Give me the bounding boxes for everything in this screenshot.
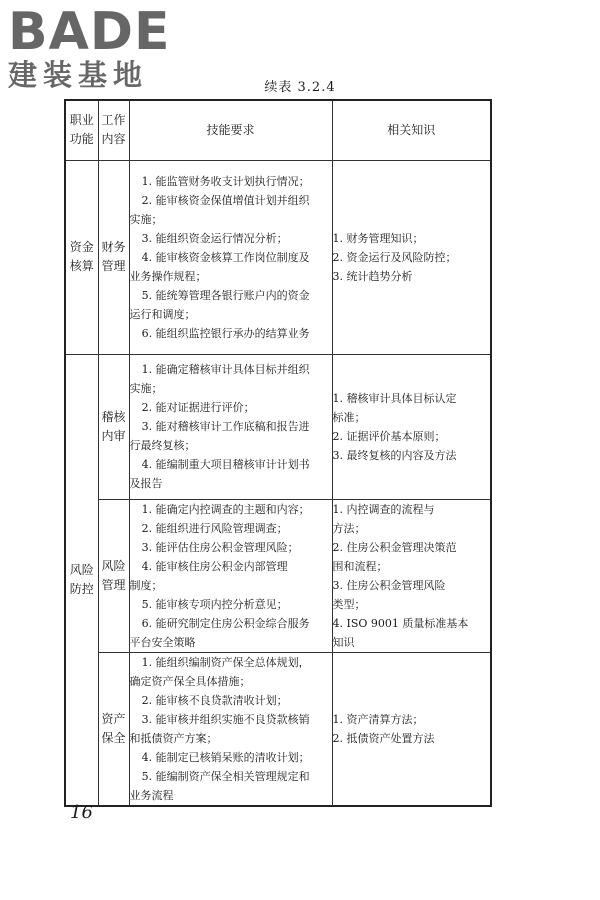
function-label-line2: 防控 [69,581,94,596]
cell-work-content [98,160,129,354]
work-content-line2: 管理 [101,577,126,592]
work-content-line2: 内审 [101,428,126,443]
skill-line: 和抵债资产方案； [129,731,218,745]
page-number: 16 [70,802,93,823]
work-content-line2: 管理 [101,259,126,273]
logo-text-en: BADE [8,2,171,62]
logo-text-cn: 建装基地 [8,58,149,92]
knowledge-line: 2. 证据评价基本原则； [332,429,446,443]
knowledge-line: 1. 财务管理知识； [332,231,424,245]
work-content-line1: 风险 [101,558,126,573]
skill-line: 业务流程 [129,788,174,802]
function-label-line1: 资金 [69,240,94,254]
work-content-line1: 资产 [101,711,126,726]
knowledge-line: 3. 住房公积金管理风险 [332,578,446,592]
header-skills: 技能要求 [129,100,332,160]
skill-line: 3. 能对稽核审计工作底稿和报告进 [141,420,310,433]
header-function-line1: 职业 [69,113,94,128]
skill-line: 1. 能监管财务收支计划执行情况； [141,174,310,188]
skill-line: 4. 能审核住房公积金内部管理 [141,559,288,573]
skill-line: 实施； [129,212,163,226]
cell-knowledge [332,652,491,806]
knowledge-line: 4. ISO 9001 质量标准基本 [332,616,469,630]
table-row [65,160,491,354]
skill-line: 5. 能审核专项内控分析意见； [141,597,288,611]
knowledge-line: 1. 内控调查的流程与 [332,502,435,516]
knowledge-line: 方法； [332,521,366,535]
cell-work-content [98,499,129,652]
work-content-line1: 稽核 [101,409,126,424]
cell-skills [129,160,332,354]
cell-skills [129,354,332,499]
skill-line: 平台安全策略 [129,635,196,649]
cell-function [65,160,98,354]
skill-line: 3. 能评估住房公积金管理风险； [141,540,299,554]
skill-line: 1. 能组织编制资产保全总体规划， [141,655,310,669]
header-content-line1: 工作 [101,113,126,128]
cell-function [65,354,98,806]
skill-line: 运行和调度； [129,307,196,321]
header-content-line2: 内容 [101,132,126,147]
skill-line: 5. 能统筹管理各银行账户内的资金 [141,288,310,302]
cell-knowledge [332,354,491,499]
skill-line: 4. 能制定已核销呆账的清收计划； [141,750,310,764]
knowledge-line: 围和流程； [332,559,388,573]
skill-line: 1. 能确定内控调查的主题和内容； [141,502,310,516]
work-content-line2: 保全 [101,730,126,745]
function-label-line2: 核算 [69,259,94,273]
skill-line: 6. 能组织监控银行承办的结算业务 [141,326,310,340]
skill-line: 4. 能编制重大项目稽核审计计划书 [141,458,310,471]
knowledge-line: 标准； [332,410,366,424]
table-row [65,499,491,652]
knowledge-line: 类型； [332,597,366,611]
header-content [98,100,129,160]
knowledge-line: 1. 资产清算方法； [332,712,424,726]
skill-line: 业务操作规程； [129,269,207,283]
function-label-line1: 风险 [69,562,94,577]
skill-line: 3. 能组织资金运行情况分析； [141,231,288,245]
cell-work-content [98,354,129,499]
skill-line: 制度； [129,578,163,592]
knowledge-line: 3. 统计趋势分析 [332,269,413,283]
cell-knowledge [332,499,491,652]
skills-table [64,99,492,807]
cell-skills [129,499,332,652]
cell-skills [129,652,332,806]
cell-work-content [98,652,129,806]
skill-line: 确定资产保全具体措施； [129,674,251,688]
knowledge-line: 3. 最终复核的内容及方法 [332,448,457,462]
skill-line: 及报告 [129,477,163,490]
skill-line: 5. 能编制资产保全相关管理规定和 [141,769,310,783]
skill-line: 4. 能审核资金核算工作岗位制度及 [141,250,310,264]
skill-line: 实施； [129,382,163,395]
table-row [65,652,491,806]
cell-knowledge [332,160,491,354]
table-row [65,354,491,499]
knowledge-line: 1. 稽核审计具体目标认定 [332,391,457,405]
skill-line: 3. 能审核并组织实施不良贷款核销 [141,712,310,726]
skill-line: 2. 能审核不良贷款清收计划； [141,693,288,707]
table-caption: 续表 3.2.4 [264,80,336,95]
header-row [65,100,491,160]
skill-line: 1. 能确定稽核审计具体目标并组织 [141,363,310,376]
skill-line: 行最终复核； [129,439,196,452]
knowledge-line: 2. 住房公积金管理决策范 [332,540,457,554]
header-function [65,100,98,160]
skill-line: 6. 能研究制定住房公积金综合服务 [141,616,310,630]
knowledge-line: 知识 [332,635,355,649]
skill-line: 2. 能组织进行风险管理调查； [141,521,288,535]
header-knowledge: 相关知识 [332,100,491,160]
skill-line: 2. 能对证据进行评价； [141,401,255,414]
work-content-line1: 财务 [101,240,126,254]
knowledge-line: 2. 资金运行及风险防控； [332,250,457,264]
header-function-line2: 功能 [69,132,94,147]
knowledge-line: 2. 抵债资产处置方法 [332,731,435,745]
skill-line: 2. 能审核资金保值增值计划并组织 [141,193,310,207]
